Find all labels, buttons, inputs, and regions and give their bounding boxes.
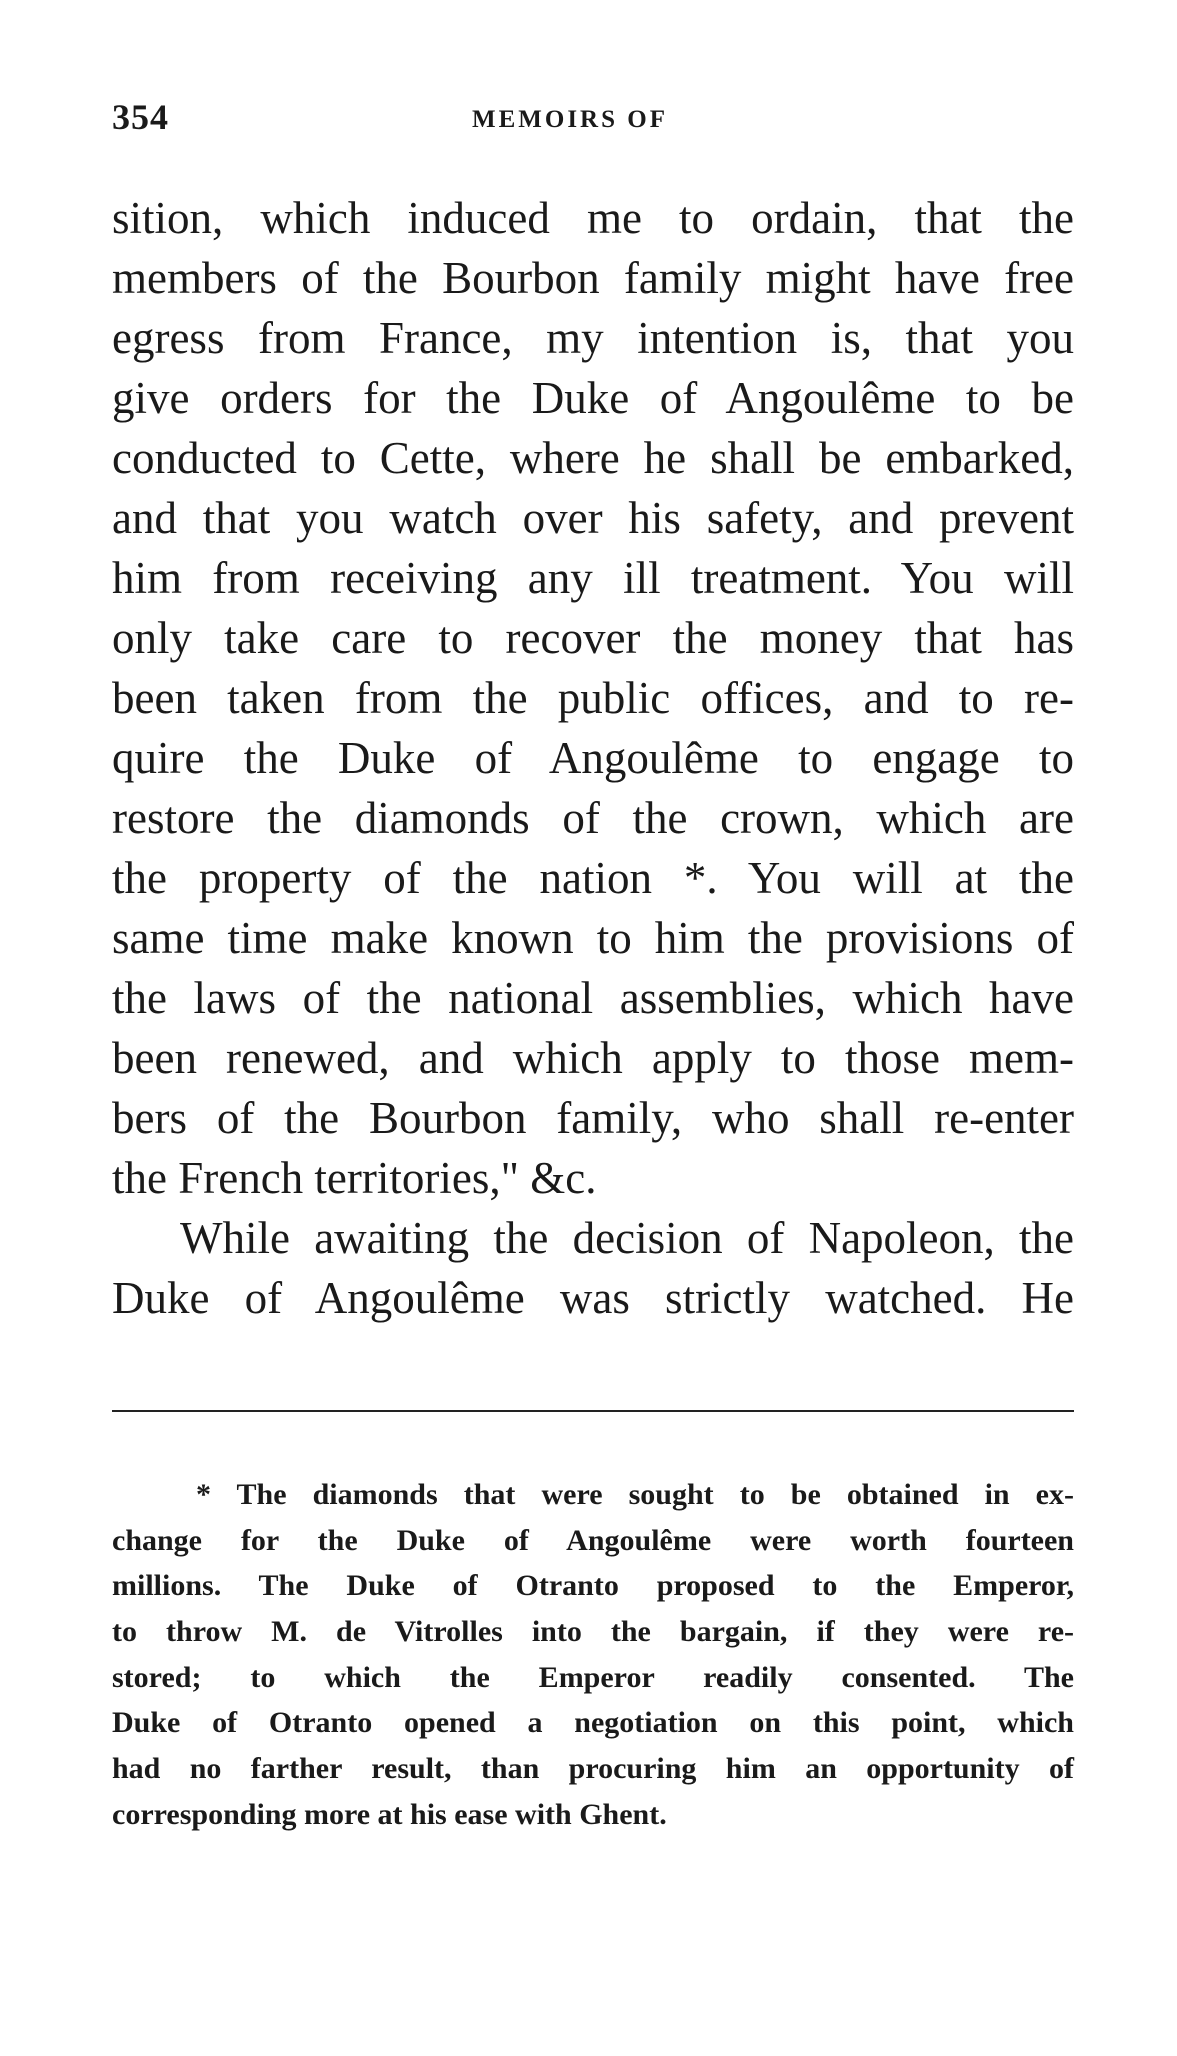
text-line: Duke of Angoulême was strictly watched. He: [112, 1273, 1074, 1323]
text-line: sition, which induced me to ordain, that the: [112, 193, 1074, 243]
paragraph-start-line: While awaiting the decision of Napoleon, the: [180, 1213, 1074, 1263]
footnote-line: stored; to which the Emperor readily consented. The: [112, 1660, 1074, 1694]
page-number: 354: [112, 97, 169, 137]
footnote-line: had no farther result, than procuring him an opportunity of: [112, 1752, 1074, 1786]
main-text: [112, 188, 1074, 1328]
footnote-line: to throw M. de Vitrolles into the bargain, if they were re-: [112, 1615, 1074, 1649]
footnote-line: millions. The Duke of Otranto proposed to the Emperor,: [112, 1569, 1074, 1603]
text-line: bers of the Bourbon family, who shall re-enter: [112, 1093, 1074, 1143]
text-line: restore the diamonds of the crown, which are: [112, 793, 1074, 843]
text-line: the property of the nation *. You will at the: [112, 853, 1074, 903]
footnote: [112, 1472, 1074, 1838]
text-line: the laws of the national assemblies, which have: [112, 973, 1074, 1023]
text-line: been renewed, and which apply to those mem-: [112, 1033, 1074, 1083]
text-line: and that you watch over his safety, and prevent: [112, 493, 1074, 543]
text-line: him from receiving any ill treatment. You will: [112, 553, 1074, 603]
footnote-divider: [112, 1410, 1074, 1412]
text-line: the French territories," &c.: [112, 1153, 597, 1203]
text-line: give orders for the Duke of Angoulême to be: [112, 373, 1074, 423]
footnote-line: * The diamonds that were sought to be obtained in ex-: [196, 1478, 1074, 1511]
text-line: only take care to recover the money that has: [112, 613, 1074, 663]
text-line: egress from France, my intention is, that you: [112, 313, 1074, 363]
text-line: been taken from the public offices, and to re-: [112, 673, 1074, 723]
text-line: quire the Duke of Angoulême to engage to: [112, 733, 1074, 783]
text-line: conducted to Cette, where he shall be embarked,: [112, 433, 1074, 483]
text-line: same time make known to him the provisions of: [112, 913, 1074, 963]
footnote-line: corresponding more at his ease with Ghent.: [112, 1797, 667, 1831]
page-header: [112, 96, 1082, 146]
footnote-line: Duke of Otranto opened a negotiation on this point, which: [112, 1706, 1074, 1740]
text-line: members of the Bourbon family might have free: [112, 253, 1074, 303]
footnote-line: change for the Duke of Angoulême were worth fourteen: [112, 1523, 1074, 1557]
running-title: MEMOIRS OF: [472, 106, 668, 133]
